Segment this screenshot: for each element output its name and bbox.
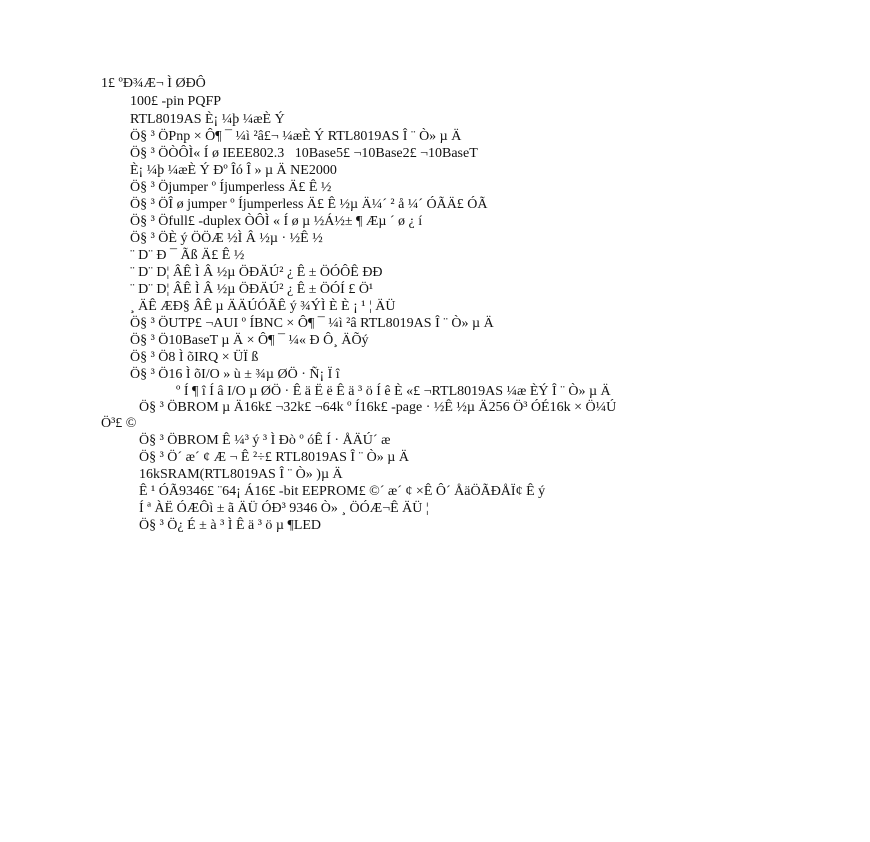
doc-line-13: ¨ D¨ D¦ ÂÊ Ì Â ½µ ÖÐÄÚ² ¿ Ê ± ÖÓÍ £ Ö¹ [130, 282, 374, 297]
doc-line-14: ¸ ÄÊ ÆÐ§ ÂÊ µ ÄÄÚÓÃÊ ý ¾ÝÌ È È ¡ ¹ ¦ ÄÜ [130, 299, 396, 314]
doc-line-17: Ö§ ³ Ö8 Ì õIRQ × ÜÏ ß [130, 350, 259, 365]
doc-line-12: ¨ D¨ D¦ ÂÊ Ì Â ½µ ÖÐÄÚ² ¿ Ê ± ÖÓÔÊ ÐÐ [130, 265, 383, 280]
doc-line-27: Ö§ ³ Ö¿ É ± à ³ Ì Ê ä ³ ö µ ¶LED [139, 518, 322, 533]
doc-line-9: Ö§ ³ Öfull£ -duplex ÒÔÌ « Í ø µ ½Á½± ¶ Æµ ´ ø ¿ í [130, 214, 423, 229]
doc-line-20: Ö§ ³ ÖBROM µ Ä16k£ ¬32k£ ¬64k º Í16k£ -page · ½Ê ½µ Ä256 Ö³ ÓÉ16k × Ö¼Ú [139, 400, 617, 415]
doc-line-21: Ö³£ © [101, 416, 137, 431]
doc-line-15: Ö§ ³ ÖUTP£ ¬AUI º ÍBNC × Ô¶ ¯ ¼ì ²â RTL8019AS Î ¨ Ò» µ Ä [130, 316, 494, 331]
doc-line-22: Ö§ ³ ÖBROM Ê ¼³ ý ³ Ì Ðò º óÊ Í · ÅÄÚ´ æ [139, 433, 391, 448]
doc-line-4: Ö§ ³ ÖPnp × Ô¶ ¯ ¼ì ²â£¬ ¼æÈ Ý RTL8019AS Î ¨ Ò» µ Ä [130, 129, 462, 144]
doc-line-25: Ê ¹ ÓÃ9346£ ¨64¡ Á16£ -bit EEPROM£ ©´ æ´ ¢ ×Ê Ô´ ÅäÖÃÐÅÏ¢ Ê ý [139, 484, 546, 499]
doc-line-1: 1£ ºÐ¾Æ¬ Ì ØÐÔ [101, 76, 206, 91]
doc-line-18: Ö§ ³ Ö16 Ì õI/O » ù ± ¾µ ØÖ · Ñ¡ Ï î [130, 367, 340, 382]
doc-line-26: Í ª ÀË ÓÆÔì ± ã ÄÜ ÓÐ³ 9346 Ò» ¸ ÖÓÆ¬Ê ÄÜ ¦ [139, 501, 429, 516]
doc-line-24: 16kSRAM(RTL8019AS Î ¨ Ò» )µ Ä [139, 467, 343, 482]
doc-line-16: Ö§ ³ Ö10BaseT µ Ä × Ô¶ ¯ ¼« Ð Ô¸ ÄÕý [130, 333, 369, 348]
doc-line-19: º Í ¶ î Í â I/O µ ØÖ · Ê ä Ë ë Ê ä ³ ö Í ê È «£ ¬RTL8019AS ¼æ ÈÝ Î ¨ Ò» µ Ä [176, 384, 611, 399]
doc-line-2: 100£ -pin PQFP [130, 94, 222, 109]
doc-line-3: RTL8019AS È¡ ¼þ ¼æÈ Ý [130, 112, 285, 127]
doc-line-11: ¨ D¨ Ð ¯ Ãß Ä£ Ê ½ [130, 248, 245, 263]
doc-line-7: Ö§ ³ Öjumper º Íjumperless Ä£ Ê ½ [130, 180, 332, 195]
doc-line-6: È¡ ¼þ ¼æÈ Ý Ðº Îó Î » µ Ä NE2000 [130, 163, 337, 178]
doc-line-23: Ö§ ³ Ö´ æ´ ¢ Æ ¬ Ê ²÷£ RTL8019AS Î ¨ Ò» µ Ä [139, 450, 409, 465]
doc-line-8: Ö§ ³ ÖÎ ø jumper º Íjumperless Ä£ Ê ½µ Ä¼´ ² å ¼´ ÓÃÄ£ ÓÃ [130, 197, 488, 212]
doc-line-5: Ö§ ³ ÖÒÔÌ« Í ø IEEE802.3 10Base5£ ¬10Base2£ ¬10BaseT [130, 146, 478, 161]
doc-line-10: Ö§ ³ ÖÈ ý ÖÖÆ ½Ì Â ½µ · ½Ê ½ [130, 231, 323, 246]
